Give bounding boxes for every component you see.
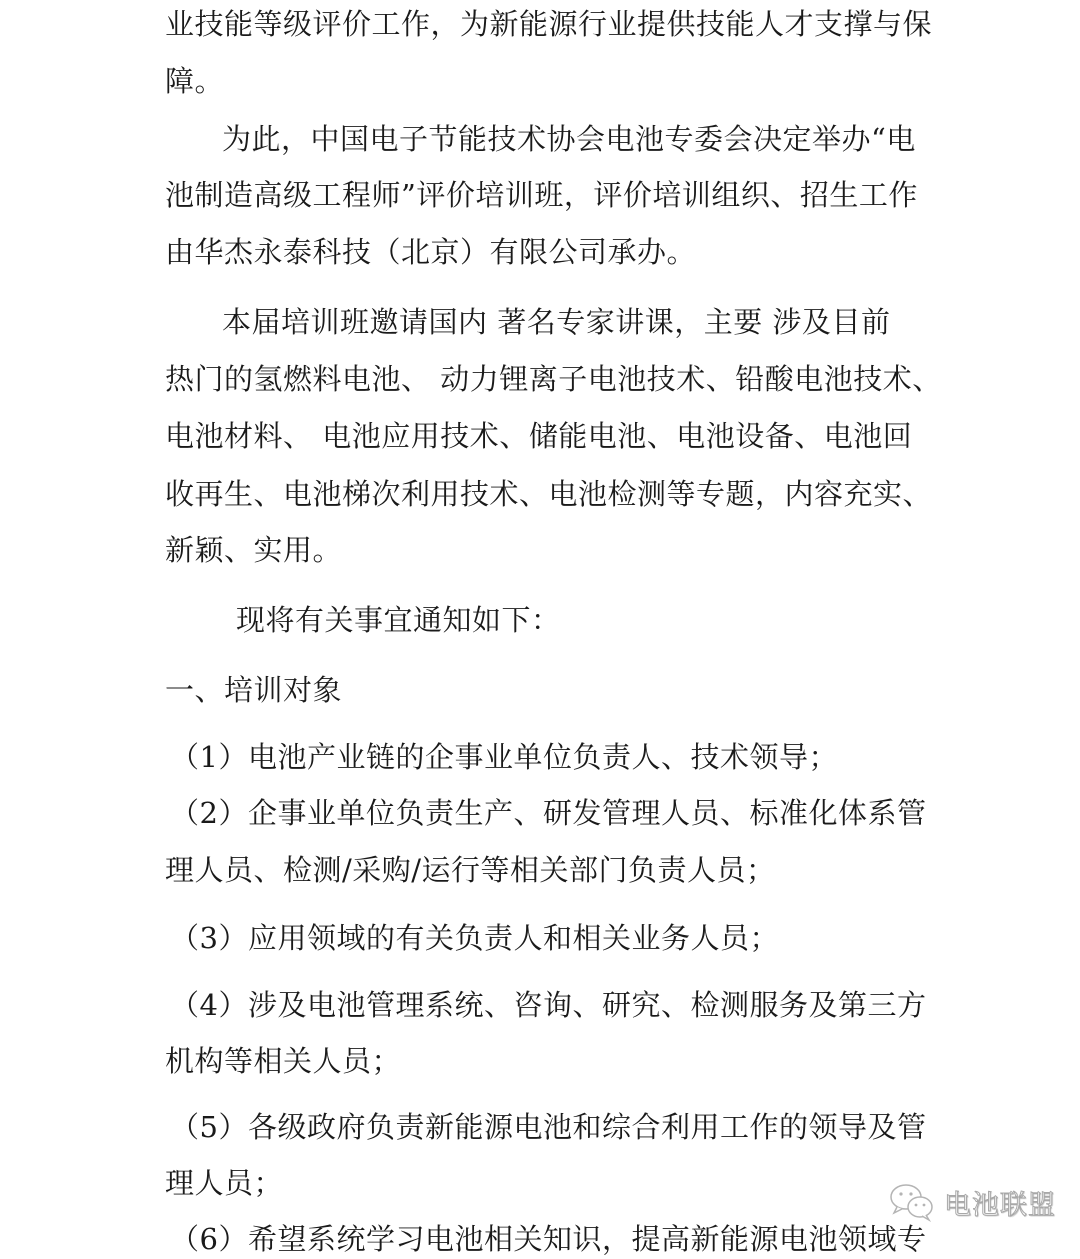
paragraph-line: 池制造高级工程师”评价培训班，评价培训组织、招生工作: [165, 178, 918, 212]
paragraph-line: 新颖、实用。: [165, 533, 343, 567]
list-item-continuation: 机构等相关人员；: [165, 1044, 402, 1078]
list-item: （2）企事业单位负责生产、研发管理人员、标准化体系管: [170, 796, 927, 830]
paragraph-line: 电池材料、 电池应用技术、储能电池、电池设备、电池回: [165, 419, 913, 453]
notice-intro-line: 现将有关事宜通知如下：: [236, 603, 561, 637]
list-item: （4）涉及电池管理系统、咨询、研究、检测服务及第三方: [170, 988, 927, 1022]
paragraph-line: 障。: [165, 64, 225, 98]
list-item-continuation: 理人员；: [165, 1166, 284, 1200]
paragraph-line: 业技能等级评价工作，为新能源行业提供技能人才支撑与保: [165, 7, 933, 41]
paragraph-line: 本届培训班邀请国内 著名专家讲课，主要 涉及目前: [222, 305, 891, 339]
list-item-continuation: 理人员、检测/采购/运行等相关部门负责人员；: [165, 853, 776, 887]
paragraph-line: 由华杰永泰科技（北京）有限公司承办。: [165, 235, 697, 269]
wechat-icon: [888, 1182, 936, 1222]
list-item: （1）电池产业链的企事业单位负责人、技术领导；: [170, 740, 838, 774]
paragraph-line: 收再生、电池梯次利用技术、电池检测等专题，内容充实、: [165, 477, 933, 511]
paragraph-line: 为此，中国电子节能技术协会电池专委会决定举办“电: [222, 122, 916, 156]
watermark-label: 电池联盟: [944, 1189, 1056, 1221]
watermark: [888, 1178, 1058, 1226]
section-heading: 一、培训对象: [165, 673, 343, 707]
paragraph-line: 热门的氢燃料电池、 动力锂离子电池技术、铅酸电池技术、: [165, 362, 942, 396]
list-item: （5）各级政府负责新能源电池和综合利用工作的领导及管: [170, 1110, 927, 1144]
list-item: （6）希望系统学习电池相关知识，提高新能源电池领域专: [170, 1222, 927, 1256]
list-item: （3）应用领域的有关负责人和相关业务人员；: [170, 921, 779, 955]
